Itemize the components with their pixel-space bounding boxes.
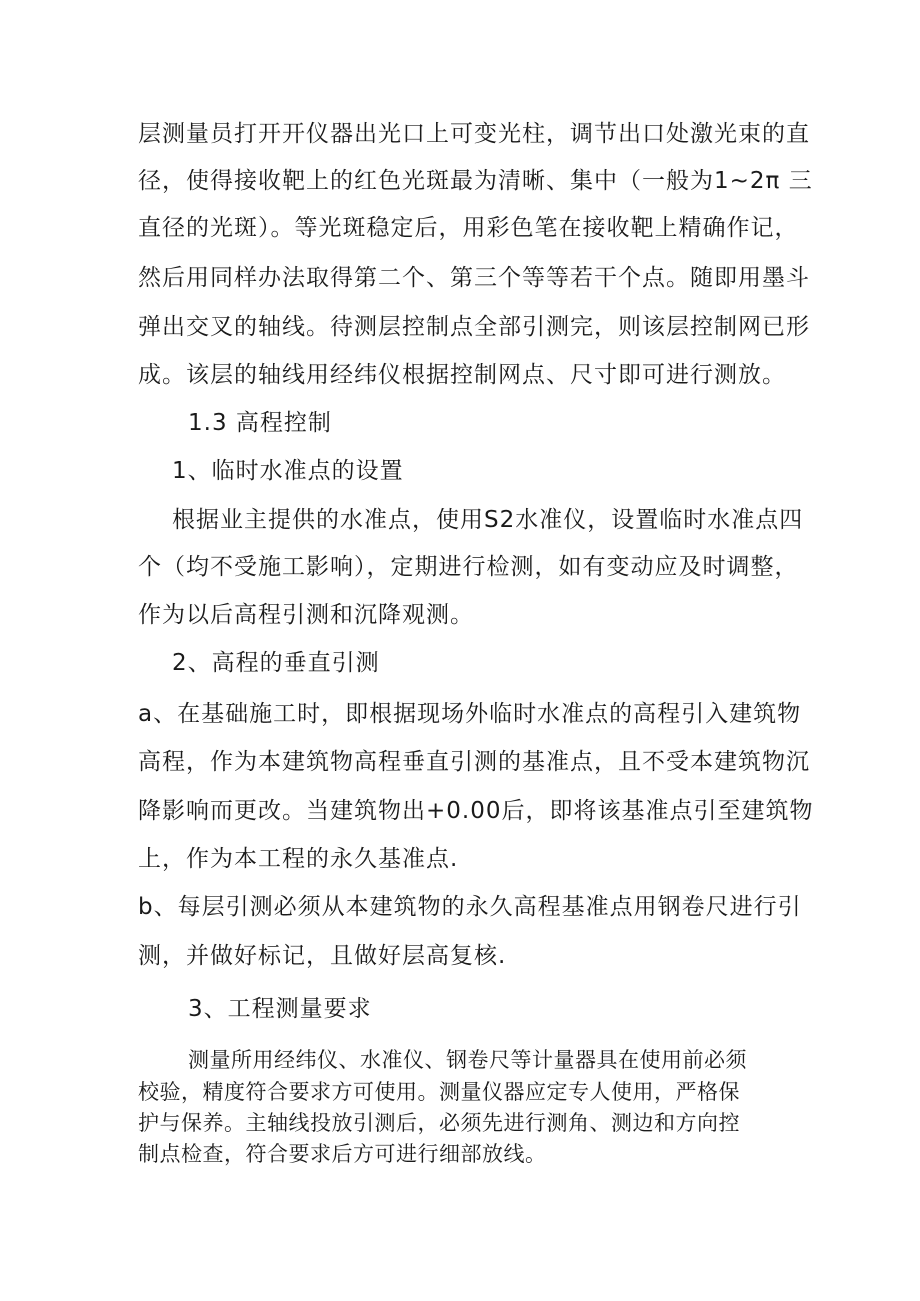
paragraph-line: 测，并做好标记，且做好层高复核. — [138, 943, 507, 969]
paragraph-line: 作为以后高程引测和沉降观测。 — [138, 602, 474, 628]
subsection-title: 2、高程的垂直引测 — [172, 650, 380, 676]
paragraph-line: 根据业主提供的水准点，使用S2水准仪，设置临时水准点四 — [172, 507, 804, 533]
paragraph-line: 制点检查，符合要求后方可进行细部放线。 — [138, 1142, 547, 1166]
paragraph-line: 成。该层的轴线用经纬仪根据控制网点、尺寸即可进行测放。 — [138, 362, 786, 388]
paragraph-line: a、在基础施工时，即根据现场外临时水准点的高程引入建筑物 — [138, 701, 802, 727]
paragraph-line: b、每层引测必须从本建筑物的永久高程基准点用钢卷尺进行引 — [138, 894, 802, 920]
paragraph-line: 然后用同样办法取得第二个、第三个等等若干个点。随即用墨斗 — [138, 265, 810, 291]
paragraph-line: 校验，精度符合要求方可使用。测量仪器应定专人使用，严格保 — [138, 1080, 740, 1104]
paragraph-line: 个（均不受施工影响），定期进行检测，如有变动应及时调整， — [138, 554, 799, 580]
subsection-title: 3、工程测量要求 — [188, 996, 372, 1022]
paragraph-line: 层测量员打开开仪器出光口上可变光柱，调节出口处激光束的直 — [138, 121, 810, 147]
paragraph-line: 高程，作为本建筑物高程垂直引测的基准点，且不受本建筑物沉 — [138, 749, 810, 775]
paragraph-line: 径，使得接收靶上的红色光斑最为清晰、集中（一般为1~2π 三 — [138, 168, 813, 194]
subsection-title: 1、临时水准点的设置 — [172, 458, 404, 484]
section-heading: 1.3 高程控制 — [188, 410, 332, 436]
paragraph-line: 降影响而更改。当建筑物出+0.00后，即将该基准点引至建筑物 — [138, 798, 814, 824]
paragraph-line: 弹出交叉的轴线。待测层控制点全部引测完，则该层控制网已形 — [138, 314, 810, 340]
paragraph-line: 护与保养。主轴线投放引测后，必须先进行测角、测边和方向控 — [138, 1111, 740, 1135]
paragraph-line: 直径的光斑）。等光斑稳定后，用彩色笔在接收靶上精确作记， — [138, 215, 799, 241]
paragraph-line: 上，作为本工程的永久基准点. — [138, 846, 459, 872]
paragraph-line: 测量所用经纬仪、水准仪、钢卷尺等计量器具在使用前必须 — [188, 1048, 747, 1072]
